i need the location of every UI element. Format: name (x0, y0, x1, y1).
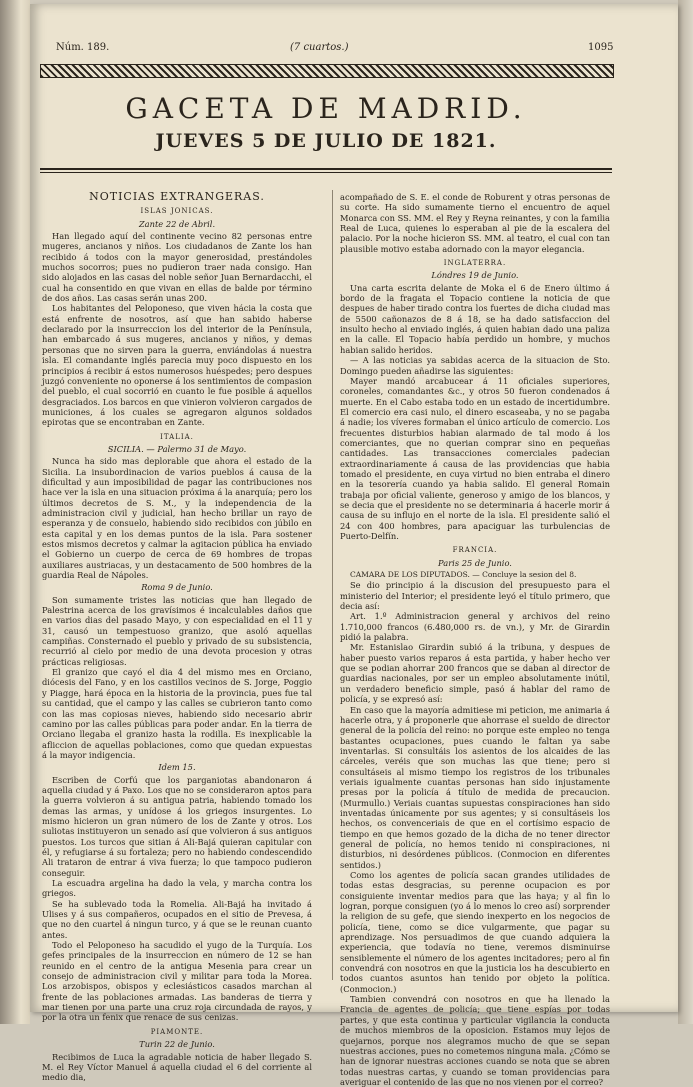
article-paragraph: Son sumamente tristes las noticias que han llegado de Palestrina acerca de los gravísimos é incalculables daños que en varios dias del pasado Mayo, y con especialidad en el 11 y 31, causó un tempestuoso granizo, que asoló aquellas campiñas. Consternado el pueblo y privado de su subsistencia, recurrió al cielo por medio de una devota procesion y otras prácticas religiosas. (42, 594, 312, 667)
article-paragraph: — A las noticias ya sabidas acerca de la situacion de Sto. Domingo pueden añadirse las siguientes: (340, 355, 610, 376)
place-heading-england: INGLATERRA. (443, 259, 507, 268)
dateline-roma: Roma 9 de Junio. (141, 582, 213, 593)
masthead-date: JUEVES 5 DE JULIO DE 1821. (155, 130, 497, 152)
article-paragraph: Todo el Peloponeso ha sacudido el yugo de la Turquía. Los gefes principales de la insurreccion en número de 12 se han reunido en el centro de la antigua Mesenia para crear un consejo de administracion civil y militar para toda la Morea. Los arzobispos, obispos y eclesiásticos casados marchan al frente de las poblaciones armadas. Las banderas de tierra y mar tienen por una parte una cruz roja circundada de rayos, y por la otra un fenix que renace de sus cenizas. (42, 940, 312, 1023)
issue-price: (7 cuartos.) (290, 42, 349, 53)
column-divider (332, 190, 333, 980)
issue-number: Núm. 189. (56, 42, 110, 53)
dateline-paris: Paris 25 de Junio. (438, 557, 512, 568)
article-paragraph: Nunca ha sido mas deplorable que ahora el estado de la Sicilia. La insubordinacion de varios pueblos á causa de la dificultad y aun imposibilidad de pagar las contribuciones nos hace ver la isla en una situacion próxima á la anarquía; pero los últimos decretos de S. M., y la independencia de la administracion civil y judicial, han hecho brillar un rayo de esperanza y de consuelo, habiendo sido recibidos con júbilo en esta capital y en los demas puntos de la isla. Para sostener estos mismos decretos y calmar la agitacion pública ha enviado el Gobierno un cuerpo de cerca de 69 hombres de tropas auxiliares austriacas, y un destacamento de 500 hombres de la guardia Real de Nápoles. (42, 456, 312, 581)
masthead-rule-thick (40, 168, 612, 170)
ornamental-border (40, 64, 614, 78)
article-paragraph: Se ha sublevado toda la Romelia. Ali-Bajá ha invitado á Ulises y á sus compañeros, ocupados en el sitio de Prevesa, á que no den cuartel á ningun turco, y á que se le reunan cuanto antes. (42, 898, 312, 940)
article-paragraph: Han llegado aquí del continente vecino 82 personas entre mugeres, ancianos y niños. Los ciudadanos de Zante los han recibido á todos con la mayor generosidad, prestándoles muchos socorros; pues no pudieron traer nada consigo. Han sido alojados en las casas del noble señor Juan Bernardacchi, el cual ha consentido en que vivan en ellas de balde por término de dos años. Las casas serán unas 200. (42, 231, 312, 304)
article-paragraph: Mr. Estanislao Girardin subió á la tribuna, y despues de haber puesto varios reparos á esta partida, y haber hecho ver que se podian ahorrar 200 francos que se daban al director de guardias nacionales, por ser un empleo absolutamente inútil, un verdadero beneficio simple, pasó á hablar del ramo de policía, y se expresó así: (340, 642, 610, 705)
article-paragraph: Los habitantes del Peloponeso, que viven hácia la costa que está enfrente de nosotros, así que han sabido haberse declarado por la insurreccion los del interior de la Península, han embarcado á sus mugeres, ancianos y niños, y demas personas que no sirven para la guerra, enviándolas á nuestra isla. El comandante inglés parecia muy poco dispuesto en los principios á recibir á estos numerosos huéspedes; pero despues juzgó conveniente no oponerse á los sentimientos de compasion del pueblo, el cual socorrió en cuanto le fue posible á aquellos desgraciados. Los barcos en que vinieron volvieron cargados de municiones, á los cuales se agregaron algunos soldados epirotas que se encontraban en Zante. (42, 303, 313, 428)
dateline-idem: Idem 15. (158, 762, 196, 773)
page-folio: 1095 (588, 42, 614, 53)
right-column (340, 192, 610, 1087)
article-paragraph: Art. 1.º Administracion general y archivos del reino 1.710,000 francos (6.480,000 rs. de vn.), y Mr. de Girardin pidió la palabra. (340, 611, 610, 643)
dateline-london: Lóndres 19 de Junio. (431, 270, 519, 281)
place-heading-france: FRANCIA. (452, 546, 498, 555)
masthead-title: GACETA DE MADRID. (125, 92, 527, 125)
dateline-zante: Zante 22 de Abril. (138, 218, 216, 229)
article-paragraph: La escuadra argelina ha dado la vela, y marcha contra los griegos. (42, 878, 312, 899)
place-heading-italy: ITALIA. (160, 432, 194, 441)
article-paragraph: Recibimos de Luca la agradable noticia de haber llegado S. M. el Rey Víctor Manuel á aquella ciudad el 6 del corriente al medio dia, (42, 1051, 312, 1083)
article-paragraph: Se dio principio á la discusion del presupuesto para el ministerio del Interior; el presidente leyó el título primero, que decia así: (340, 580, 610, 612)
article-paragraph: El granizo que cayó el dia 4 del mismo mes en Orciano, diócesis del Fano, y en los castillos vecinos de S. Jorge, Poggio y Piagge, hará época en la historia de la provincia, pues fue tal su cantidad, que el campo y las calles se cubrieron tanto como con las mas copiosas nieves, habiendo sido necesario abrir camino por las calles públicas para poder andar. En la tierra de Orciano llegaba el granizo hasta la rodilla. Es inexplicable la afliccion de aquellas poblaciones, como que quedan expuestas á la mayor indigencia. (42, 667, 312, 760)
place-heading-piedmont: PIAMONTE. (150, 1027, 204, 1036)
article-paragraph: acompañado de S. E. el conde de Roburent y otras personas de su corte. Ha sido sumamente tierno el encuentro de aquel Monarca con SS. MM. el Rey y Reyna reinantes, y con la familia Real de Luca, quienes lo esperaban al pie de la escalera del palacio. Por la noche hicieron SS. MM. al teatro, el cual con tan plausible motivo estaba adornado con la mayor elegancia. (340, 192, 610, 254)
article-paragraph: Tambien convendrá con nosotros en que ha llenado la Francia de agentes de policía; que tiene espías por todas partes, y que esta continua y particular vigilancia la conducta de muchos miembros de la oposicion. Estamos muy lejos de quejarnos, porque nos alegramos mucho de que se sepan nuestras acciones, pues no cometemos ninguna mala. ¿Cómo se han de ignorar nuestras acciones cuando se nota que se abren todas nuestras cartas, y cuando se toman providencias para averiguar el contenido de las que no nos vienen por el correo? (340, 994, 610, 1087)
section-title: NOTICIAS EXTRANGERAS. (89, 190, 265, 203)
page-right-edge (678, 0, 693, 1024)
article-paragraph: Como los agentes de policía sacan grandes utilidades de todas estas desgracias, su perenne ocupacion es por consiguiente inventar medios para que las haya; y al fin lo logran, porque consiguen (yo á lo menos lo creo así) sorprender la religion de su gefe, que siendo inexperto en los negocios de policía, tiene, como se dice vulgarmente, que pagar su aprendizage. Nos persuadimos de que cuando adquiera la experiencia, que todavía no tiene, veremos disminuirse sensiblemente el número de los agentes incitadores; pero al fin convendrá con nosotros en que la justicia los ha descubierto en todos cuantos asuntos han tenido por objeto la política. (Conmocion.) (340, 870, 610, 994)
left-column (42, 186, 313, 1083)
subheading-camara: CAMARA DE LOS DIPUTADOS. — Concluye la sesion del 8. (350, 570, 577, 580)
article-paragraph: Una carta escrita delante de Moka el 6 de Enero último á bordo de la fragata el Topacio contiene la noticia de que despues de haber tirado contra los fuertes de dicha ciudad mas de 5500 cañonazos de 8 á 18, se ha dado satisfaccion del insulto hecho al enviado inglés, á quien habian dado una paliza en la calle. El Topacio había perdido un hombre, y muchos habian salido heridos. (340, 282, 610, 355)
dateline-turin: Turin 22 de Junio. (139, 1039, 215, 1050)
masthead-rule-thin (40, 172, 612, 173)
article-paragraph: En caso que la mayoría admitiese mi peticion, me animaria á hacerle otra, y á proponerle que ahorrase el sueldo de director general de la policía del reino: no porque este empleo no tenga bastantes ocupaciones, pues cuando le faltan ya sabe inventarlas. Si consultáis los asientos de los alcaides de las cárceles, veréis que son muchas las que tiene; pero si consultáseis al mismo tiempo los registros de los tribunales veriais igualmente cuantas personas han sido injustamente presas por la policía á título de medida de precaucion. (Murmullo.) Veriais cuantas supuestas conspiraciones han sido inventadas únicamente por sus agentes; y si consultáseis los hechos, os convenceriais de que en el cortísimo espacio de tiempo en que hemos gozado de la dicha de no tener director general de policía, no hemos tenido ni conspiraciones, ni disturbios, ni desórdenes públicos. (Conmocion en diferentes sentidos.) (340, 704, 610, 870)
article-paragraph: Escriben de Corfú que los parganiotas abandonaron á aquella ciudad y á Paxo. Los que no se consideraron aptos para la guerra volvieron á su antigua patria, habiendo tomado los demas las armas, y unídose á los griegos insurgentes. Lo mismo hicieron un gran número de los de Zante y otros. Los suliotas instituyeron un senado así que volvieron á sus antiguos puestos. Los turcos que sitian á Ali-Bajá quieran capitular con él, y refugiarse á su fortaleza; pero no habiendo condescendido Ali trataron de entrar á viva fuerza; lo que tampoco pudieron conseguir. (42, 774, 312, 878)
book-spine-edge (0, 0, 30, 1024)
dateline-palermo: SICILIA. — Palermo 31 de Mayo. (107, 443, 247, 454)
place-heading-ionian: ISLAS JONICAS. (140, 207, 214, 216)
article-paragraph: Mayer mandó arcabucear á 11 oficiales superiores, coroneles, comandantes &c., y otros 50 fueron condenados á muerte. En el Cabo estaba todo en un estado de incertidumbre. El comercio era casi nulo, el dinero escaseaba, y no se pagaba á nadie; los víveres formaban el único artículo de comercio. Los frecuentes disturbios habian alarmado de tal modo á los comerciantes, que no querian comprar sino en pequeñas cantidades. Las transacciones comerciales padecian extraordinariamente á causa de las providencias que habia tomado el presidente, en cuya virtud no bien entraba el dinero en la tesorería cuando ya habia salido. El general Romain trabaja por oficial valiente, generoso y amigo de los blancos, y se decia que el presidente no se determinaria á hacerle morir á causa de su influjo en el norte de la isla. El presidente salió el 24 con 400 hombres, para apaciguar las turbulencias de Puerto-Delfín. (340, 375, 610, 541)
